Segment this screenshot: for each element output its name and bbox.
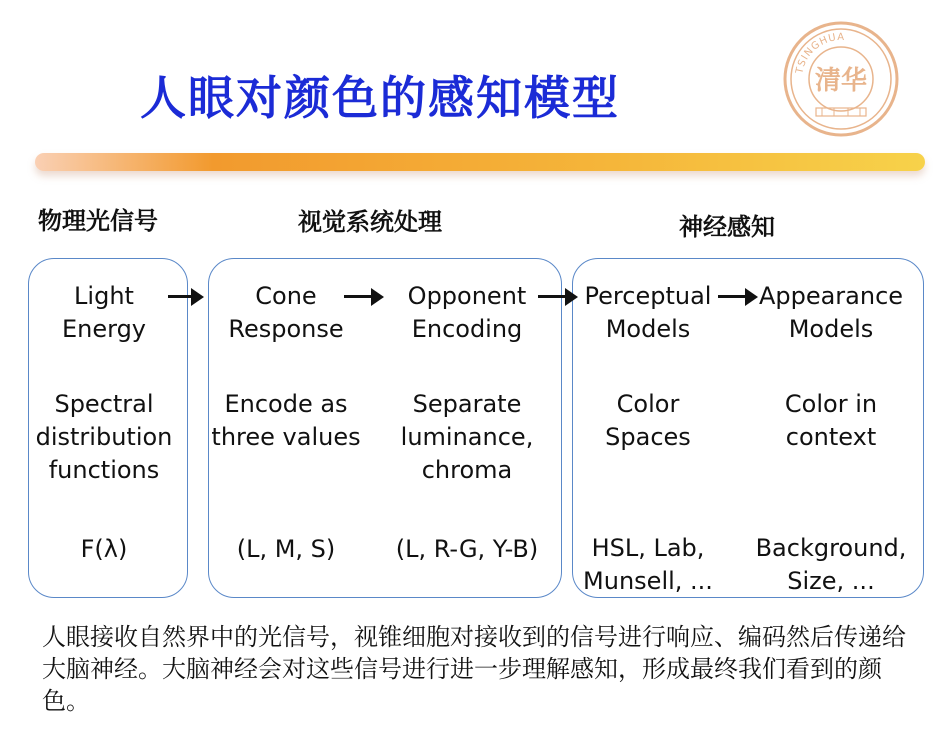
svg-text:TSINGHUA: TSINGHUA bbox=[794, 31, 846, 75]
node-title-line: Response bbox=[228, 315, 344, 343]
node-desc-line: chroma bbox=[421, 456, 513, 484]
svg-text:清华: 清华 bbox=[814, 66, 868, 96]
slide-title: 人眼对颜色的感知模型 bbox=[140, 71, 620, 125]
node-formula bbox=[386, 533, 548, 566]
arrow-right-icon bbox=[538, 287, 578, 307]
node-title-line: Perceptual bbox=[584, 282, 712, 310]
node-desc-line: functions bbox=[48, 456, 160, 484]
node-desc-line: distribution bbox=[35, 423, 173, 451]
node-title-line: Energy bbox=[61, 315, 147, 343]
node-title bbox=[18, 280, 190, 346]
node-formula-line: HSL, Lab, bbox=[591, 534, 705, 562]
node-desc-line: luminance, bbox=[400, 423, 534, 451]
arrow-right-icon bbox=[718, 287, 758, 307]
stage-label-neural: 神经感知 bbox=[679, 213, 775, 241]
node-formula-line: Size, ... bbox=[787, 567, 875, 595]
node-title-line: Light bbox=[74, 282, 134, 310]
node-title-line: Encoding bbox=[411, 315, 523, 343]
node-formula-line: Munsell, ... bbox=[583, 567, 713, 595]
caption-paragraph: 人眼接收自然界中的光信号，视锥细胞对接收到的信号进行响应、编码然后传递给大脑神经。大脑神经会对这些信号进行进一步理解感知，形成最终我们看到的颜色。 bbox=[42, 623, 906, 715]
node-desc-line: Color in bbox=[784, 390, 878, 418]
node-desc-line: Encode as bbox=[224, 390, 348, 418]
node-title-line: Models bbox=[605, 315, 691, 343]
arrow-right-icon bbox=[168, 287, 204, 307]
node-formula bbox=[206, 533, 366, 566]
node-description bbox=[18, 388, 190, 487]
stage-label-physical: 物理光信号 bbox=[38, 207, 158, 235]
node-description bbox=[206, 388, 366, 454]
node-title-line: Cone bbox=[255, 282, 317, 310]
node-description bbox=[752, 388, 910, 454]
node-desc-line: Color bbox=[616, 390, 680, 418]
node-desc-line: Spaces bbox=[605, 423, 691, 451]
node-desc-line: context bbox=[785, 423, 877, 451]
node-description bbox=[578, 388, 718, 454]
node-formula-line: F(λ) bbox=[80, 535, 128, 563]
node-title-line: Opponent bbox=[407, 282, 527, 310]
stage-label-visual-system: 视觉系统处理 bbox=[298, 208, 442, 236]
node-formula-line: (L, M, S) bbox=[236, 535, 336, 563]
node-desc-line: Spectral bbox=[54, 390, 154, 418]
node-desc-line: three values bbox=[211, 423, 361, 451]
university-seal-logo bbox=[782, 20, 900, 138]
node-title bbox=[578, 280, 718, 346]
node-title bbox=[386, 280, 548, 346]
node-title bbox=[752, 280, 910, 346]
node-formula bbox=[18, 533, 190, 566]
node-formula bbox=[752, 532, 910, 598]
node-title-line: Appearance bbox=[758, 282, 904, 310]
node-description bbox=[386, 388, 548, 487]
node-formula-line: Background, bbox=[755, 534, 907, 562]
decorative-gradient-bar bbox=[35, 153, 925, 171]
arrow-right-icon bbox=[344, 287, 384, 307]
node-title bbox=[206, 280, 366, 346]
node-desc-line: Separate bbox=[412, 390, 522, 418]
node-formula bbox=[578, 532, 718, 598]
node-title-line: Models bbox=[788, 315, 874, 343]
node-formula-line: (L, R-G, Y-B) bbox=[395, 535, 539, 563]
